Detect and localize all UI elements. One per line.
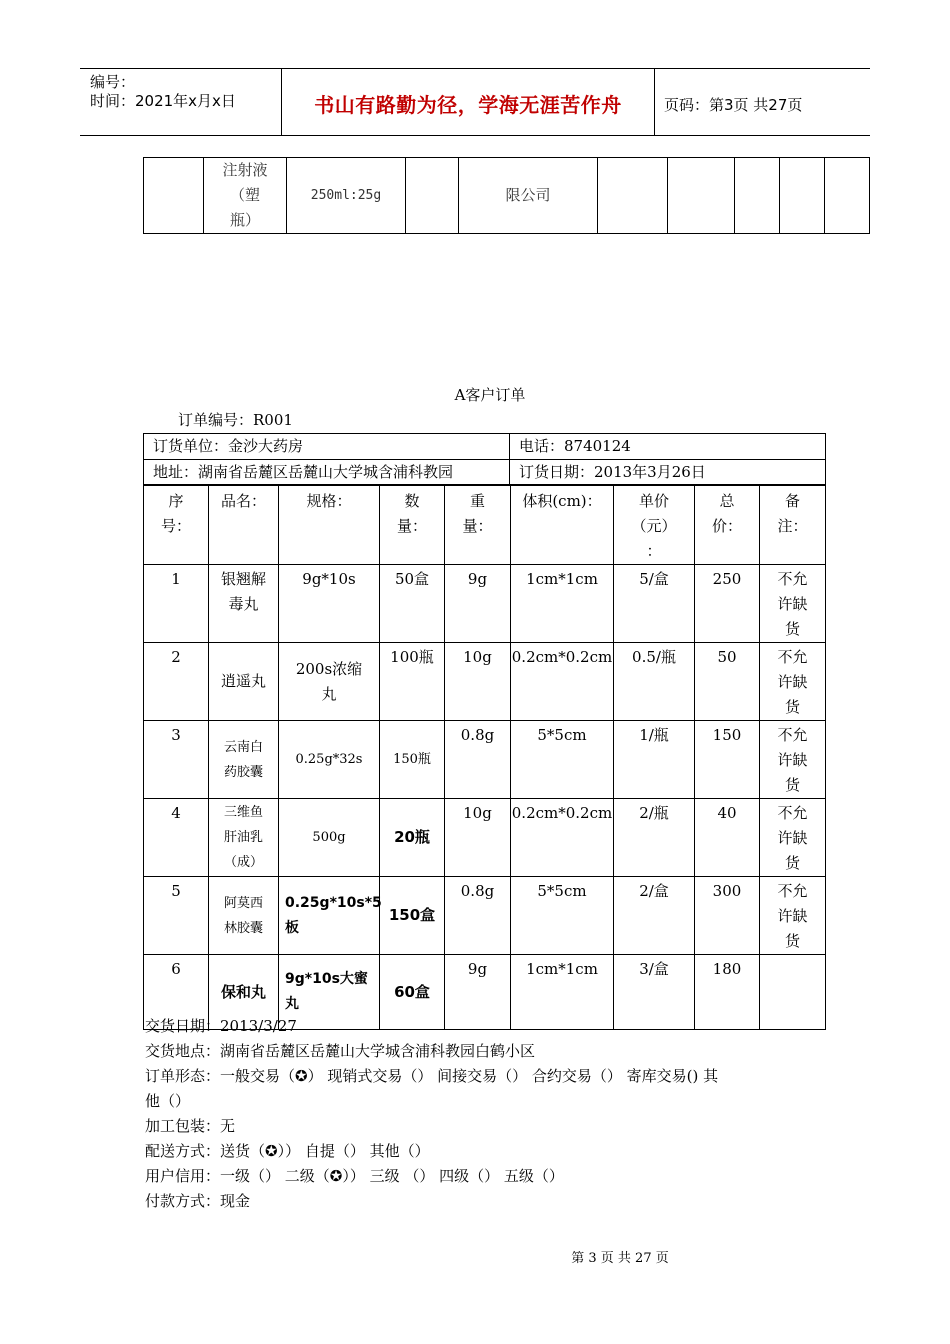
- page-footer: 第 3 页 共 27 页: [571, 1251, 669, 1266]
- note-line: 不允: [777, 648, 808, 666]
- spec-cell: 500g: [279, 799, 380, 877]
- total-cell: 300: [695, 877, 760, 955]
- order-number: 订单编号：R001: [178, 411, 293, 429]
- volume-cell: 5*5cm: [511, 877, 614, 955]
- note-cell: [760, 643, 826, 721]
- name-line: 药胶囊: [223, 764, 263, 780]
- order-unit: 订货单位：金沙大药房: [144, 434, 510, 460]
- header-text: 单价: [638, 492, 669, 510]
- motto: 书山有路勤为径，学海无涯苦作舟: [314, 93, 622, 117]
- header-text: 量：: [462, 517, 493, 535]
- name-cell: [209, 565, 279, 643]
- delivery-date: 交货日期：2013/3/27: [145, 1017, 297, 1035]
- spec-line: 9g*10s大蜜: [285, 971, 368, 987]
- order-title: A客户订单: [454, 386, 526, 404]
- table-row: [144, 460, 826, 486]
- qty-cell: 50盒: [380, 565, 445, 643]
- order-items-table: [143, 484, 826, 1030]
- note-line: 不允: [777, 882, 808, 900]
- name-line: 云南白: [223, 739, 263, 755]
- header-text: 数: [404, 492, 420, 510]
- spec-cell: 0.25g*32s: [279, 721, 380, 799]
- qty-cell: 60盒: [380, 955, 445, 1030]
- total-cell: 40: [695, 799, 760, 877]
- total-cell: 150: [695, 721, 760, 799]
- price-cell: 2/盒: [614, 877, 695, 955]
- header-text: （元）: [631, 517, 677, 535]
- name-cell: [209, 877, 279, 955]
- order-phone: 电话：8740124: [510, 434, 826, 460]
- header-volume: 体积(cm)：: [511, 485, 614, 565]
- header-text: 备: [784, 492, 800, 510]
- weight-cell: 10g: [445, 643, 511, 721]
- price-cell: 3/盒: [614, 955, 695, 1030]
- cell: [144, 158, 204, 234]
- header-weight: [445, 485, 511, 565]
- name-line: 阿莫西: [223, 895, 263, 911]
- name-line: 肝油乳: [223, 830, 263, 845]
- note-cell: [760, 955, 826, 1030]
- volume-cell: 5*5cm: [511, 721, 614, 799]
- note-line: 不允: [777, 804, 808, 822]
- spec-line: 丸: [321, 685, 337, 703]
- weight-cell: 9g: [445, 955, 511, 1030]
- note-cell: [760, 565, 826, 643]
- header-price: [614, 485, 695, 565]
- seq-cell: 2: [144, 643, 209, 721]
- cell: [735, 158, 780, 234]
- note-cell: [760, 721, 826, 799]
- cell: [668, 158, 735, 234]
- order-info-table: [143, 433, 826, 486]
- spec-line: 0.25g*10s*5: [285, 894, 382, 911]
- table-row: [144, 799, 826, 877]
- order-form: 订单形态：一般交易（✪） 现销式交易（） 间接交易（） 合约交易（） 寄库交易() 其: [145, 1067, 719, 1085]
- page-indicator: 页码：第3页 共27页: [664, 96, 803, 114]
- volume-cell: 0.2cm*0.2cm: [511, 643, 614, 721]
- note-line: 货: [784, 620, 800, 638]
- header-name: 品名：: [209, 485, 279, 565]
- spec-cell: 250ml:25g: [287, 158, 406, 234]
- table-row: [144, 434, 826, 460]
- note-line: 不允: [777, 570, 808, 588]
- order-address: 地址：湖南省岳麓区岳麓山大学城含浦科教园: [144, 460, 510, 486]
- note-line: 许缺: [777, 907, 808, 925]
- total-cell: 250: [695, 565, 760, 643]
- spec-cell: [279, 643, 380, 721]
- order-form-cont: 他（）: [145, 1092, 191, 1110]
- order-date: 订货日期：2013年3月26日: [510, 460, 826, 486]
- name-line: （成）: [223, 855, 263, 870]
- cell: [780, 158, 825, 234]
- volume-cell: 1cm*1cm: [511, 955, 614, 1030]
- header-text: 量：: [396, 517, 427, 535]
- note-line: 许缺: [777, 829, 808, 847]
- packaging: 加工包装：无: [145, 1117, 236, 1135]
- spec-line: 丸: [285, 996, 299, 1012]
- table-header-row: [144, 485, 826, 565]
- price-cell: 2/瓶: [614, 799, 695, 877]
- weight-cell: 10g: [445, 799, 511, 877]
- note-line: 不允: [777, 726, 808, 744]
- delivery-method: 配送方式：送货（✪）） 自提（） 其他（）: [145, 1142, 430, 1160]
- payment-method: 付款方式：现金: [145, 1192, 251, 1210]
- note-line: 许缺: [777, 673, 808, 691]
- header-text: 价：: [711, 517, 742, 535]
- qty-cell: 100瓶: [380, 643, 445, 721]
- header-text: 序: [168, 492, 184, 510]
- continued-table: [143, 157, 870, 234]
- product-name-cell: [204, 158, 287, 234]
- spec-line: 200s浓缩: [295, 660, 363, 678]
- header-text: 注：: [777, 517, 808, 535]
- name-cell: [209, 799, 279, 877]
- note-line: 货: [784, 932, 800, 950]
- price-cell: 1/瓶: [614, 721, 695, 799]
- weight-cell: 0.8g: [445, 721, 511, 799]
- name-cell: 保和丸: [209, 955, 279, 1030]
- price-cell: 0.5/瓶: [614, 643, 695, 721]
- name-line: 注射液: [222, 161, 268, 179]
- user-credit: 用户信用：一级（） 二级（✪）） 三级 （） 四级（） 五级（）: [145, 1167, 564, 1185]
- seq-cell: 3: [144, 721, 209, 799]
- seq-cell: 5: [144, 877, 209, 955]
- price-cell: 5/盒: [614, 565, 695, 643]
- volume-cell: 1cm*1cm: [511, 565, 614, 643]
- note-line: 货: [784, 698, 800, 716]
- name-line: 三维鱼: [223, 805, 263, 820]
- name-line: 银翘解: [220, 570, 266, 588]
- qty-cell: 150盒: [380, 877, 445, 955]
- table-row: [144, 158, 870, 234]
- name-line: 毒丸: [228, 595, 259, 613]
- table-row: [144, 877, 826, 955]
- seq-cell: 1: [144, 565, 209, 643]
- header-divider: [654, 68, 655, 135]
- order-details: [145, 1014, 718, 1214]
- header-top-rule: [80, 68, 870, 69]
- note-line: 货: [784, 776, 800, 794]
- cell: [598, 158, 668, 234]
- company-cell: 限公司: [459, 158, 598, 234]
- table-row: [144, 565, 826, 643]
- name-line: 瓶）: [229, 211, 260, 229]
- header-text: 号：: [160, 517, 191, 535]
- weight-cell: 9g: [445, 565, 511, 643]
- qty-cell: 150瓶: [380, 721, 445, 799]
- weight-cell: 0.8g: [445, 877, 511, 955]
- cell: [406, 158, 459, 234]
- note-line: 许缺: [777, 595, 808, 613]
- header-total: [695, 485, 760, 565]
- header-spec: 规格：: [279, 485, 380, 565]
- delivery-location: 交货地点：湖南省岳麓区岳麓山大学城含浦科教园白鹤小区: [145, 1042, 536, 1060]
- total-cell: 50: [695, 643, 760, 721]
- spec-cell: [279, 877, 380, 955]
- name-line: 林胶囊: [223, 920, 263, 936]
- name-line: （塑: [229, 186, 260, 204]
- note-line: 许缺: [777, 751, 808, 769]
- time-label: 时间：2021年x月x日: [90, 92, 236, 110]
- header-qty: [380, 485, 445, 565]
- note-line: 货: [784, 854, 800, 872]
- name-cell: 逍遥丸: [209, 643, 279, 721]
- seq-cell: 6: [144, 955, 209, 1030]
- header-text: ：: [646, 542, 662, 560]
- seq-cell: 4: [144, 799, 209, 877]
- table-row: [144, 721, 826, 799]
- total-cell: 180: [695, 955, 760, 1030]
- number-label: 编号：: [90, 73, 136, 91]
- name-cell: [209, 721, 279, 799]
- header-note: [760, 485, 826, 565]
- spec-cell: 9g*10s: [279, 565, 380, 643]
- cell: [825, 158, 870, 234]
- header-seq: [144, 485, 209, 565]
- spec-line: 板: [285, 919, 299, 936]
- note-cell: [760, 877, 826, 955]
- qty-cell: 20瓶: [380, 799, 445, 877]
- table-row: [144, 643, 826, 721]
- volume-cell: 0.2cm*0.2cm: [511, 799, 614, 877]
- header-text: 重: [469, 492, 485, 510]
- header-bottom-rule: [80, 135, 870, 136]
- header-text: 总: [719, 492, 735, 510]
- note-cell: [760, 799, 826, 877]
